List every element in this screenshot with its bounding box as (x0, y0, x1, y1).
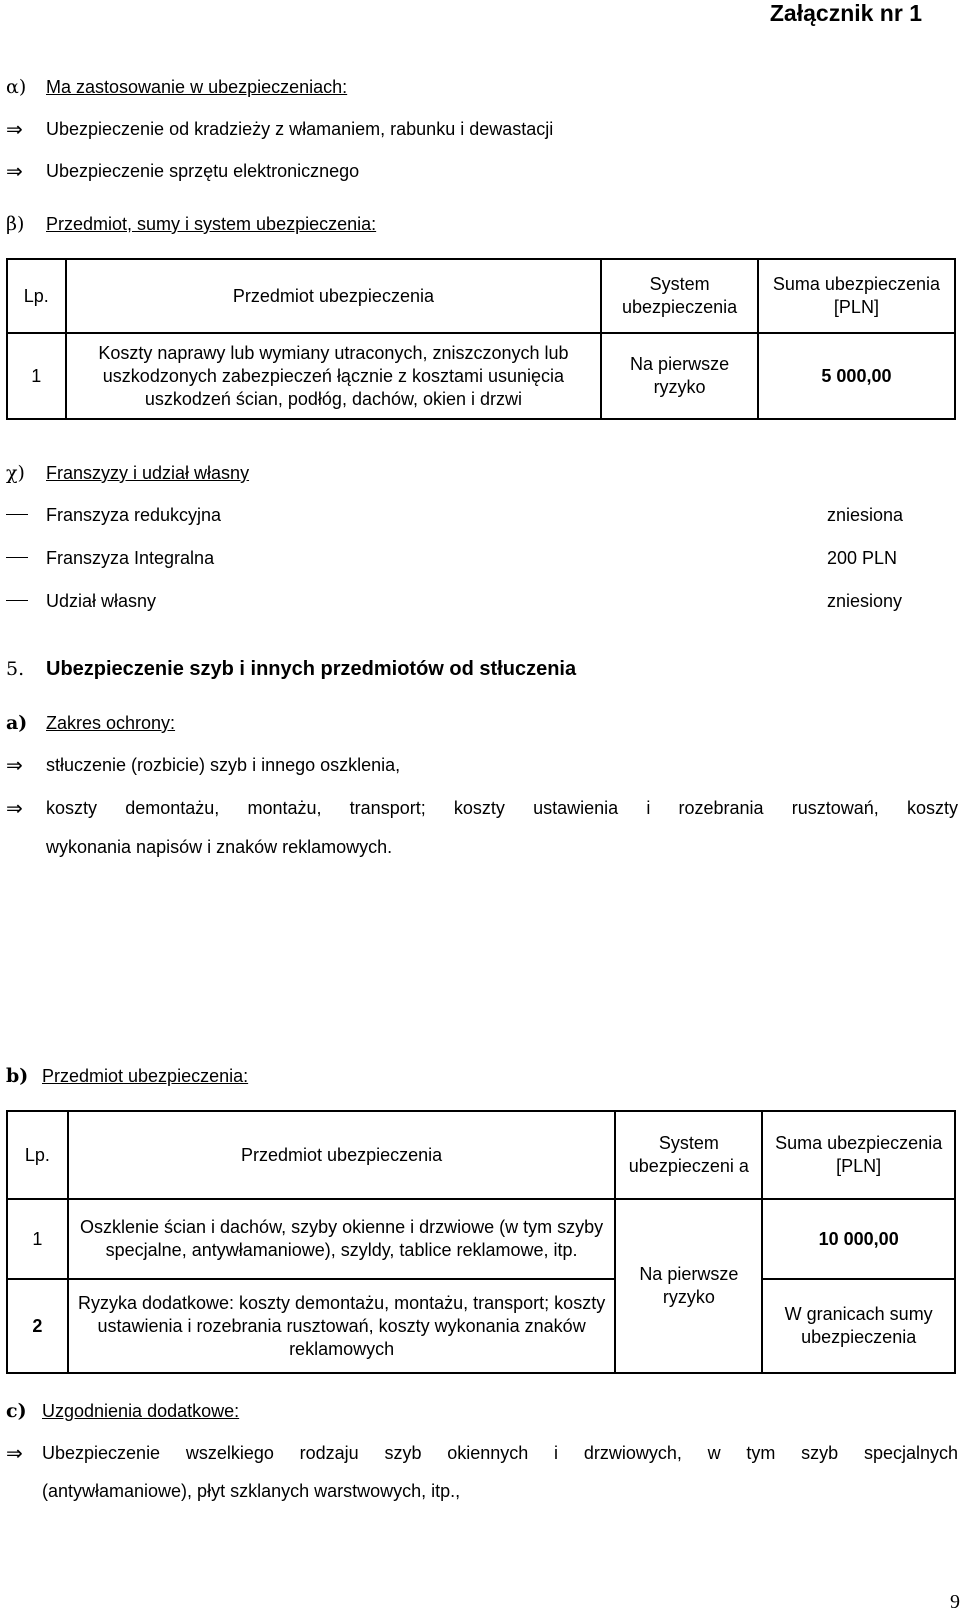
section-5-number: 5. (6, 658, 25, 680)
alpha-marker: α) (6, 76, 27, 98)
chi-item-name: Franszyza Integralna (46, 548, 215, 568)
alpha-label: Ma zastosowanie w ubezpieczeniach: (46, 77, 348, 97)
table-row (7, 1199, 955, 1279)
a-item-2 (0, 795, 960, 821)
table-row (7, 333, 955, 419)
beta-marker: β) (6, 213, 25, 235)
c-item (0, 1440, 960, 1466)
header-sum: Suma ubezpieczenia [PLN] (762, 1111, 955, 1199)
chi-item-2 (0, 545, 960, 571)
chi-item-3 (0, 588, 960, 614)
section-5-title: Ubezpieczenie szyb i innych przedmiotów od stłuczenia (46, 658, 577, 680)
c-item-line1-wrap (42, 1440, 958, 1466)
chi-item-1 (0, 502, 960, 528)
row-2-sum: W granicach sumy ubezpieczenia (762, 1279, 955, 1373)
page-title: Załącznik nr 1 (769, 0, 922, 26)
row-sum: 5 000,00 (758, 333, 955, 419)
row-1-subject: Oszklenie ścian i dachów, szyby okienne i drzwiowe (w tym szyby specjalne, antywłamaniowe), szyldy, tablice reklamowe, itp. (68, 1199, 616, 1279)
double-arrow-icon: ⇒ (6, 796, 23, 820)
b-marker: b) (6, 1065, 29, 1087)
row-1-sum: 10 000,00 (762, 1199, 955, 1279)
dash-bullet (6, 600, 28, 601)
row-subject: Koszty naprawy lub wymiany utraconych, zniszczonych lub uszkodzonych zabezpieczeń łącznie z kosztami usunięcia uszkodzeń ścian, podłóg, dachów, okien i drzwi (66, 333, 602, 419)
c-label: Uzgodnienia dodatkowe: (42, 1401, 240, 1421)
chi-label: Franszyzy i udział własny (46, 463, 250, 483)
row-2-subject: Ryzyka dodatkowe: koszty demontażu, montażu, transport; koszty ustawienia i rozebrania rusztowań, koszty wykonania znaków reklamowych (68, 1279, 616, 1373)
chi-item-value: zniesiona (827, 505, 904, 525)
a-item-2-line1: koszty demontażu, montażu, transport; koszty ustawienia i rozebrania rusztowań, koszty (46, 798, 958, 818)
section-5-heading (0, 656, 960, 682)
header-sum: Suma ubezpieczenia [PLN] (758, 259, 955, 333)
table-header-row (7, 259, 955, 333)
table-row (7, 1279, 955, 1373)
row-2-lp: 2 (7, 1279, 68, 1373)
double-arrow-icon: ⇒ (6, 753, 23, 777)
double-arrow-icon: ⇒ (6, 1441, 23, 1465)
a-marker: a) (6, 712, 28, 734)
header-subject: Przedmiot ubezpieczenia (68, 1111, 616, 1199)
dash-bullet (6, 557, 28, 558)
c-item-cont (0, 1478, 960, 1504)
a-label: Zakres ochrony: (46, 713, 176, 733)
alpha-item-2 (0, 158, 960, 184)
c-item-line2: (antywłamaniowe), płyt szklanych warstwowych, itp., (42, 1481, 461, 1501)
rows-system: Na pierwsze ryzyko (615, 1199, 762, 1373)
header-system: System ubezpieczeni a (615, 1111, 762, 1199)
dash-bullet (6, 514, 28, 515)
row-lp: 1 (7, 333, 66, 419)
header-system: System ubezpieczenia (601, 259, 758, 333)
c-heading (0, 1398, 960, 1424)
coverage-table-1 (6, 258, 956, 420)
alpha-item-text: Ubezpieczenie sprzętu elektronicznego (46, 161, 360, 181)
alpha-item-text: Ubezpieczenie od kradzieży z włamaniem, rabunku i dewastacji (46, 119, 554, 139)
beta-label: Przedmiot, sumy i system ubezpieczenia: (46, 214, 377, 234)
b-heading (0, 1063, 960, 1089)
alpha-item-1 (0, 116, 960, 142)
a-item-1 (0, 752, 960, 778)
chi-marker: χ) (6, 462, 25, 484)
row-system: Na pierwsze ryzyko (601, 333, 758, 419)
chi-item-name: Udział własny (46, 591, 157, 611)
chi-heading (0, 460, 960, 486)
chi-item-value: 200 PLN (827, 548, 898, 568)
header-subject: Przedmiot ubezpieczenia (66, 259, 602, 333)
coverage-table-2 (6, 1110, 956, 1374)
row-1-lp: 1 (7, 1199, 68, 1279)
double-arrow-icon: ⇒ (6, 159, 23, 183)
chi-item-value: zniesiony (827, 591, 903, 611)
c-item-line1: Ubezpieczenie wszelkiego rodzaju szyb okiennych i drzwiowych, w tym szyb specjalnych (42, 1443, 958, 1463)
table-header-row (7, 1111, 955, 1199)
beta-heading (0, 211, 960, 237)
double-arrow-icon: ⇒ (6, 117, 23, 141)
page-number: 9 (950, 1591, 960, 1613)
a-heading (0, 710, 960, 736)
a-item-text: stłuczenie (rozbicie) szyb i innego oszklenia, (46, 755, 401, 775)
a-item-2-line1-wrap (46, 795, 958, 821)
a-item-2-line2: wykonania napisów i znaków reklamowych. (46, 837, 393, 857)
chi-item-name: Franszyza redukcyjna (46, 505, 222, 525)
alpha-heading (0, 74, 960, 100)
c-marker: c) (6, 1400, 27, 1422)
header-lp: Lp. (7, 259, 66, 333)
b-label: Przedmiot ubezpieczenia: (42, 1066, 249, 1086)
header-lp: Lp. (7, 1111, 68, 1199)
a-item-2-cont (0, 834, 960, 860)
